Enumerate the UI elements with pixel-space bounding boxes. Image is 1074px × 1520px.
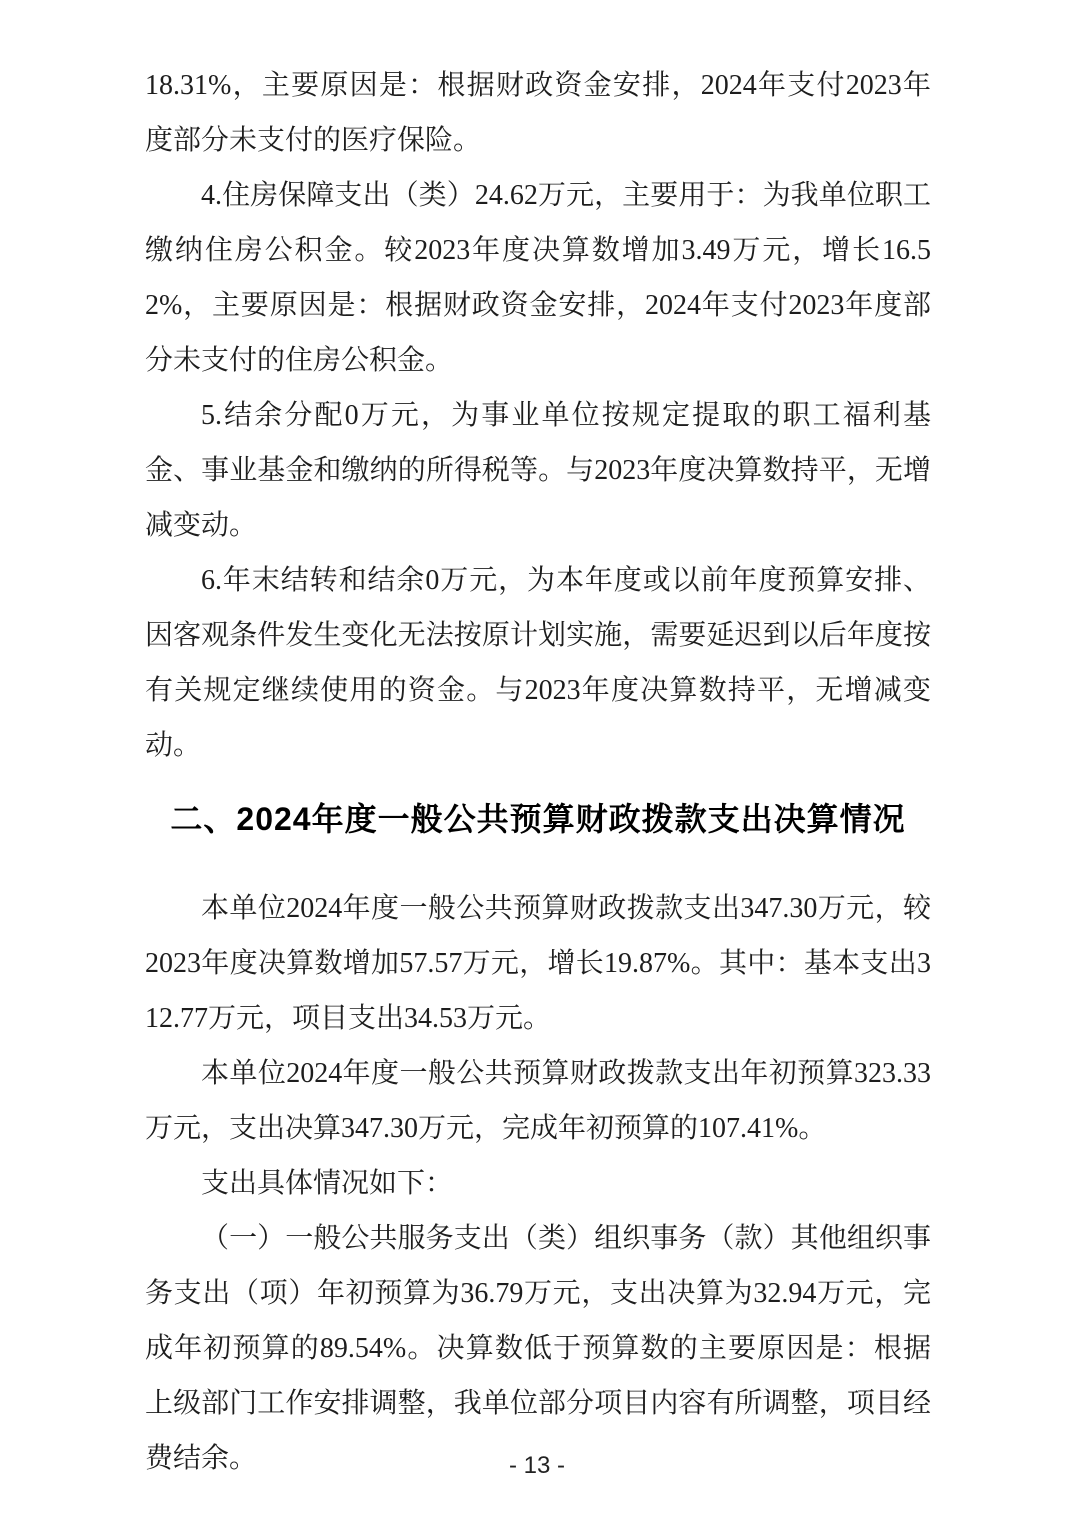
section-heading-general-public-budget: 二、2024年度一般公共预算财政拨款支出决算情况 <box>170 801 906 837</box>
paragraph-item1-general-public-service: （一）一般公共服务支出（类）组织事务（款）其他组织事务支出（项）年初预算为36.79万元，支出决算为32.94万元，完成年初预算的89.54%。决算数低于预算数的主要原因是：根据上级部门工作安排调整，我单位部分项目内容有所调整，项目经费结余。 <box>145 1223 931 1474</box>
paragraph-medical-insurance-continued: 18.31%，主要原因是：根据财政资金安排，2024年支付2023年度部分未支付的医疗保险。 <box>145 70 931 156</box>
paragraph-item6-year-end-carryover: 6.年末结转和结余0万元，为本年度或以前年度预算安排、因客观条件发生变化无法按原计划实施，需要延迟到以后年度按有关规定继续使用的资金。与2023年度决算数持平，无增减变动。 <box>145 565 931 761</box>
page-number: - 13 - <box>508 1452 565 1479</box>
paragraph-budget-completion: 本单位2024年度一般公共预算财政拨款支出年初预算323.33万元，支出决算347.30万元，完成年初预算的107.41%。 <box>145 1058 931 1144</box>
paragraph-item5-surplus-allocation: 5.结余分配0万元，为事业单位按规定提取的职工福利基金、事业基金和缴纳的所得税等。与2023年度决算数持平，无增减变动。 <box>145 400 931 541</box>
paragraph-details-intro: 支出具体情况如下： <box>201 1168 454 1199</box>
paragraph-item4-housing-support: 4.住房保障支出（类）24.62万元，主要用于：为我单位职工缴纳住房公积金。较2023年度决算数增加3.49万元，增长16.52%，主要原因是：根据财政资金安排，2024年支付2023年度部分未支付的住房公积金。 <box>145 180 931 376</box>
document-body <box>145 58 931 1486</box>
paragraph-expenditure-total: 本单位2024年度一般公共预算财政拨款支出347.30万元，较2023年度决算数增加57.57万元，增长19.87%。其中：基本支出312.77万元，项目支出34.53万元。 <box>145 893 931 1034</box>
